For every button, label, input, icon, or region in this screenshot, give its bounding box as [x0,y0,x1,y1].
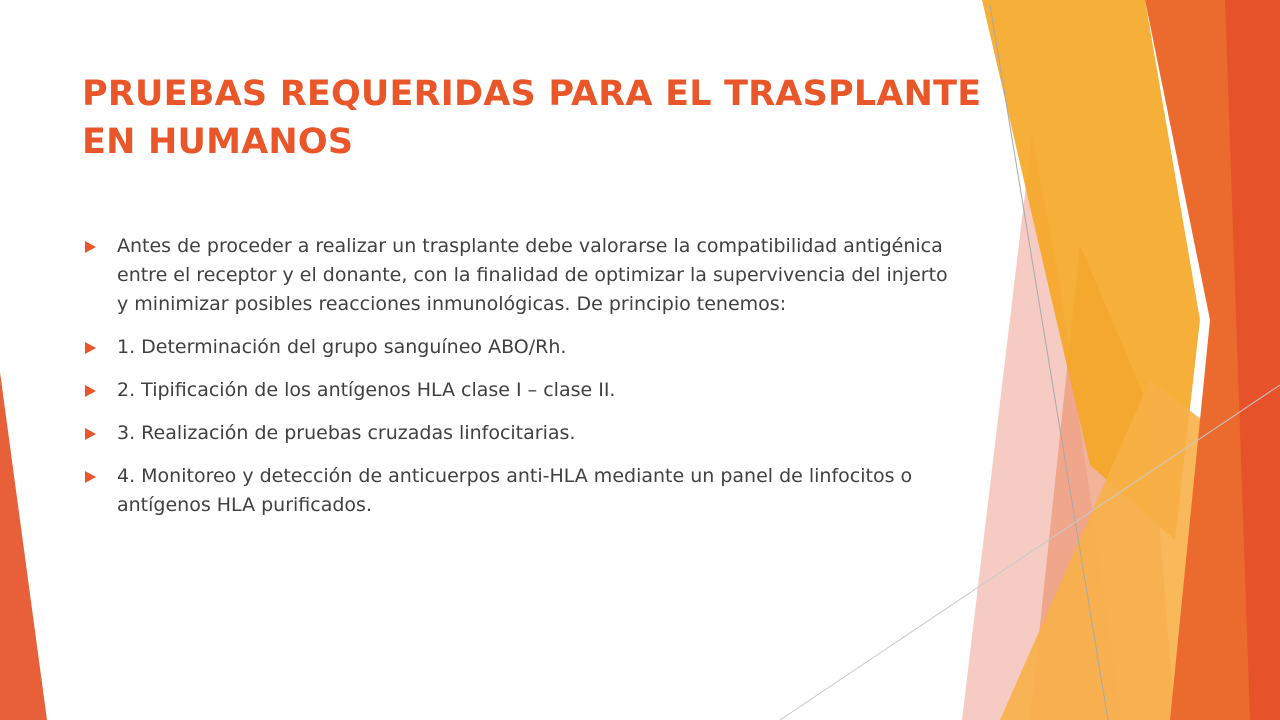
title-line-1: PRUEBAS REQUERIDAS PARA EL TRASPLANTE [82,74,982,114]
bullet-text: Antes de proceder a realizar un trasplante debe valorarse la compatibilidad antigénica entre el receptor y el donante, con la finalidad de optimizar la supervivencia del injerto y minimizar posibles reacciones inmunológicas. De principio tenemos: [117,235,948,315]
title-line-2: EN HUMANOS [82,122,354,162]
bullet-intro [82,232,952,319]
bullet-text: 3. Realización de pruebas cruzadas linfocitarias. [117,422,576,444]
triangle-bullet-icon [85,428,96,440]
triangle-bullet-icon [85,241,96,253]
bullet-text: 4. Monitoreo y detección de anticuerpos anti-HLA mediante un panel de linfocitos o antígenos HLA purificados. [117,465,913,516]
triangle-bullet-icon [85,342,96,354]
triangle-bullet-icon [85,471,96,483]
bullet-item-1 [82,333,952,362]
bullet-text: 1. Determinación del grupo sanguíneo ABO/Rh. [117,336,567,358]
triangle-bullet-icon [85,385,96,397]
bullet-item-3 [82,419,952,448]
bullet-list [82,232,952,534]
bullet-text: 2. Tipificación de los antígenos HLA clase I – clase II. [117,379,616,401]
bullet-item-2 [82,376,952,405]
slide-title [82,70,982,166]
bullet-item-4 [82,462,952,520]
left-orange-triangle [0,372,47,720]
